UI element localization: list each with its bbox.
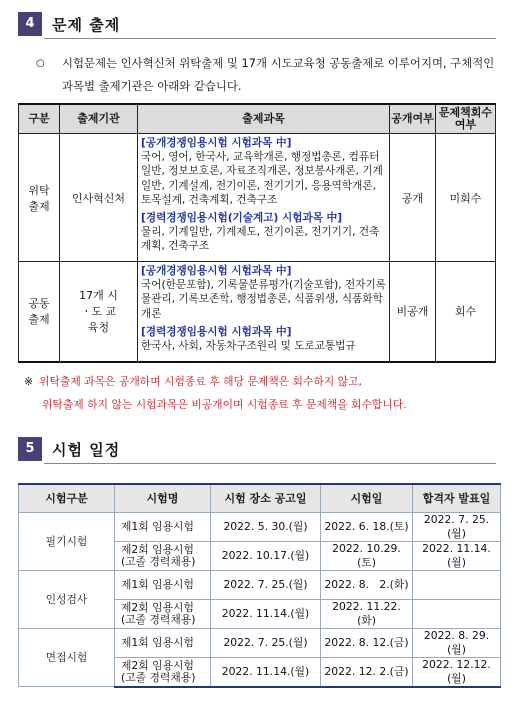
subject-list: 한국사, 사회, 자동차구조원리 및 도로교통법규: [141, 340, 356, 353]
group-cell: 인성검사: [19, 570, 115, 628]
round-cell: 제1회 임용시험: [115, 570, 211, 599]
disclosure-cell: 비공개: [390, 262, 436, 362]
column-header: 시험일: [321, 484, 413, 512]
intro-paragraph: [36, 52, 504, 98]
column-header: 합격자 발표일: [413, 484, 501, 512]
exam-date-cell: 2022. 8. 2.(화): [321, 570, 413, 599]
table-row: [19, 512, 501, 541]
intro-text: 시험문제는 인사혁신처 위탁출제 및 17개 시도교육청 공동출제로 이루어지며, 구체적인 과목별 출제기관은 아래와 같습니다.: [62, 56, 495, 93]
section-number-badge: 5: [18, 437, 42, 461]
section-number-badge: 4: [18, 12, 42, 36]
exam-date-cell: 2022. 12. 2.(금): [321, 657, 413, 687]
column-header: 문제책회수여부: [436, 104, 496, 134]
exam-date-cell: 2022. 6. 18.(토): [321, 512, 413, 541]
subject-list: 국어, 영어, 한국사, 교육학개론, 행정법총론, 컴퓨터일반, 정보보호론, 자료조직개론, 정보봉사개론, 기계일반, 기계설계, 전기이론, 전기기기, 응용역학개론, 토목설계, 건축계획, 건축구조: [141, 151, 383, 206]
column-header: 시험 장소 공고일: [211, 484, 321, 512]
round-cell: 제1회 임용시험: [115, 628, 211, 657]
notice-date-cell: 2022. 5. 30.(월): [211, 512, 321, 541]
category-cell: 공동출제: [19, 262, 60, 362]
notice-line: [24, 370, 504, 393]
group-cell: 필기시험: [19, 512, 115, 570]
notice-date-cell: 2022. 7. 25.(월): [211, 570, 321, 599]
table-row: [19, 628, 501, 657]
subject-heading: [공개경쟁임용시험 시험과목 中]: [141, 137, 292, 149]
table-row: [19, 262, 496, 362]
table-row: [19, 570, 501, 599]
exam-date-cell: 2022. 11.22.(화): [321, 599, 413, 628]
result-date-cell: 2022. 8. 29.(월): [413, 628, 501, 657]
subject-heading: [공개경쟁임용시험 시험과목 中]: [141, 265, 292, 277]
section-divider: [44, 463, 496, 464]
exam-schedule-table: [18, 483, 501, 688]
notice-date-cell: 2022. 11.14.(월): [211, 657, 321, 687]
notice-date-cell: 2022. 7. 25.(월): [211, 628, 321, 657]
notice-line: [24, 393, 504, 416]
table-header-row: [19, 104, 496, 134]
notice-text: 위탁출제 하지 않는 시험과목은 비공개이며 시험종료 후 문제책을 회수합니다.: [42, 398, 407, 411]
disclosure-cell: 공개: [390, 134, 436, 262]
table-header-row: [19, 484, 501, 512]
agency-cell: 인사혁신처: [60, 134, 138, 262]
exam-date-cell: 2022. 8. 12.(금): [321, 628, 413, 657]
section-divider: [44, 38, 496, 39]
result-date-cell: 2022. 12.12.(월): [413, 657, 501, 687]
round-cell: 제2회 임용시험 (고졸 경력채용): [115, 599, 211, 628]
subject-cell: [138, 134, 390, 262]
subject-heading: [경력경쟁임용시험(기술계고) 시험과목 中]: [141, 212, 343, 225]
section-5-header: [18, 437, 496, 463]
agency-cell: 17개 시ㆍ도 교육청: [60, 262, 138, 362]
column-header: 시험구분: [19, 484, 115, 512]
result-date-cell: 2022. 11.14.(월): [413, 541, 501, 570]
subject-list: 물리, 기계일반, 기계제도, 전기이론, 전기기기, 건축계획, 건축구조: [141, 226, 380, 253]
column-header: 시험명: [115, 484, 211, 512]
notice-date-cell: 2022. 11.14.(월): [211, 599, 321, 628]
exam-date-cell: 2022. 10.29.(토): [321, 541, 413, 570]
notice-date-cell: 2022. 10.17.(월): [211, 541, 321, 570]
column-header: 출제기관: [60, 104, 138, 134]
round-cell: 제2회 임용시험 (고졸 경력채용): [115, 657, 211, 687]
column-header: 출제과목: [138, 104, 390, 134]
result-date-cell: [413, 599, 501, 628]
result-date-cell: 2022. 7. 25.(월): [413, 512, 501, 541]
exam-subject-table: [18, 103, 496, 363]
circle-bullet-icon: ○: [36, 58, 45, 69]
round-cell: 제2회 임용시험 (고졸 경력채용): [115, 541, 211, 570]
collection-cell: 회수: [436, 262, 496, 362]
section-title: 문제 출제: [52, 16, 121, 34]
group-cell: 면접시험: [19, 628, 115, 687]
collection-cell: 미회수: [436, 134, 496, 262]
section-4-header: [18, 12, 496, 38]
reference-mark-icon: ※: [24, 375, 34, 388]
round-cell: 제1회 임용시험: [115, 512, 211, 541]
column-header: 공개여부: [390, 104, 436, 134]
subject-list: 국어(한문포함), 기록물분류평가(기술포함), 전자기록물관리, 기록보존학, 행정법총론, 식품위생, 식품화학개론: [141, 279, 386, 320]
subject-cell: [138, 262, 390, 362]
notice-box: [24, 370, 504, 416]
table-row: [19, 134, 496, 262]
column-header: 구분: [19, 104, 60, 134]
section-title: 시험 일정: [52, 441, 121, 459]
category-cell: 위탁출제: [19, 134, 60, 262]
notice-text: 위탁출제 과목은 공개하며 시험종료 후 해당 문제책은 회수하지 않고,: [39, 375, 362, 388]
result-date-cell: [413, 570, 501, 599]
subject-heading: [경력경쟁임용시험 시험과목 中]: [141, 325, 292, 338]
